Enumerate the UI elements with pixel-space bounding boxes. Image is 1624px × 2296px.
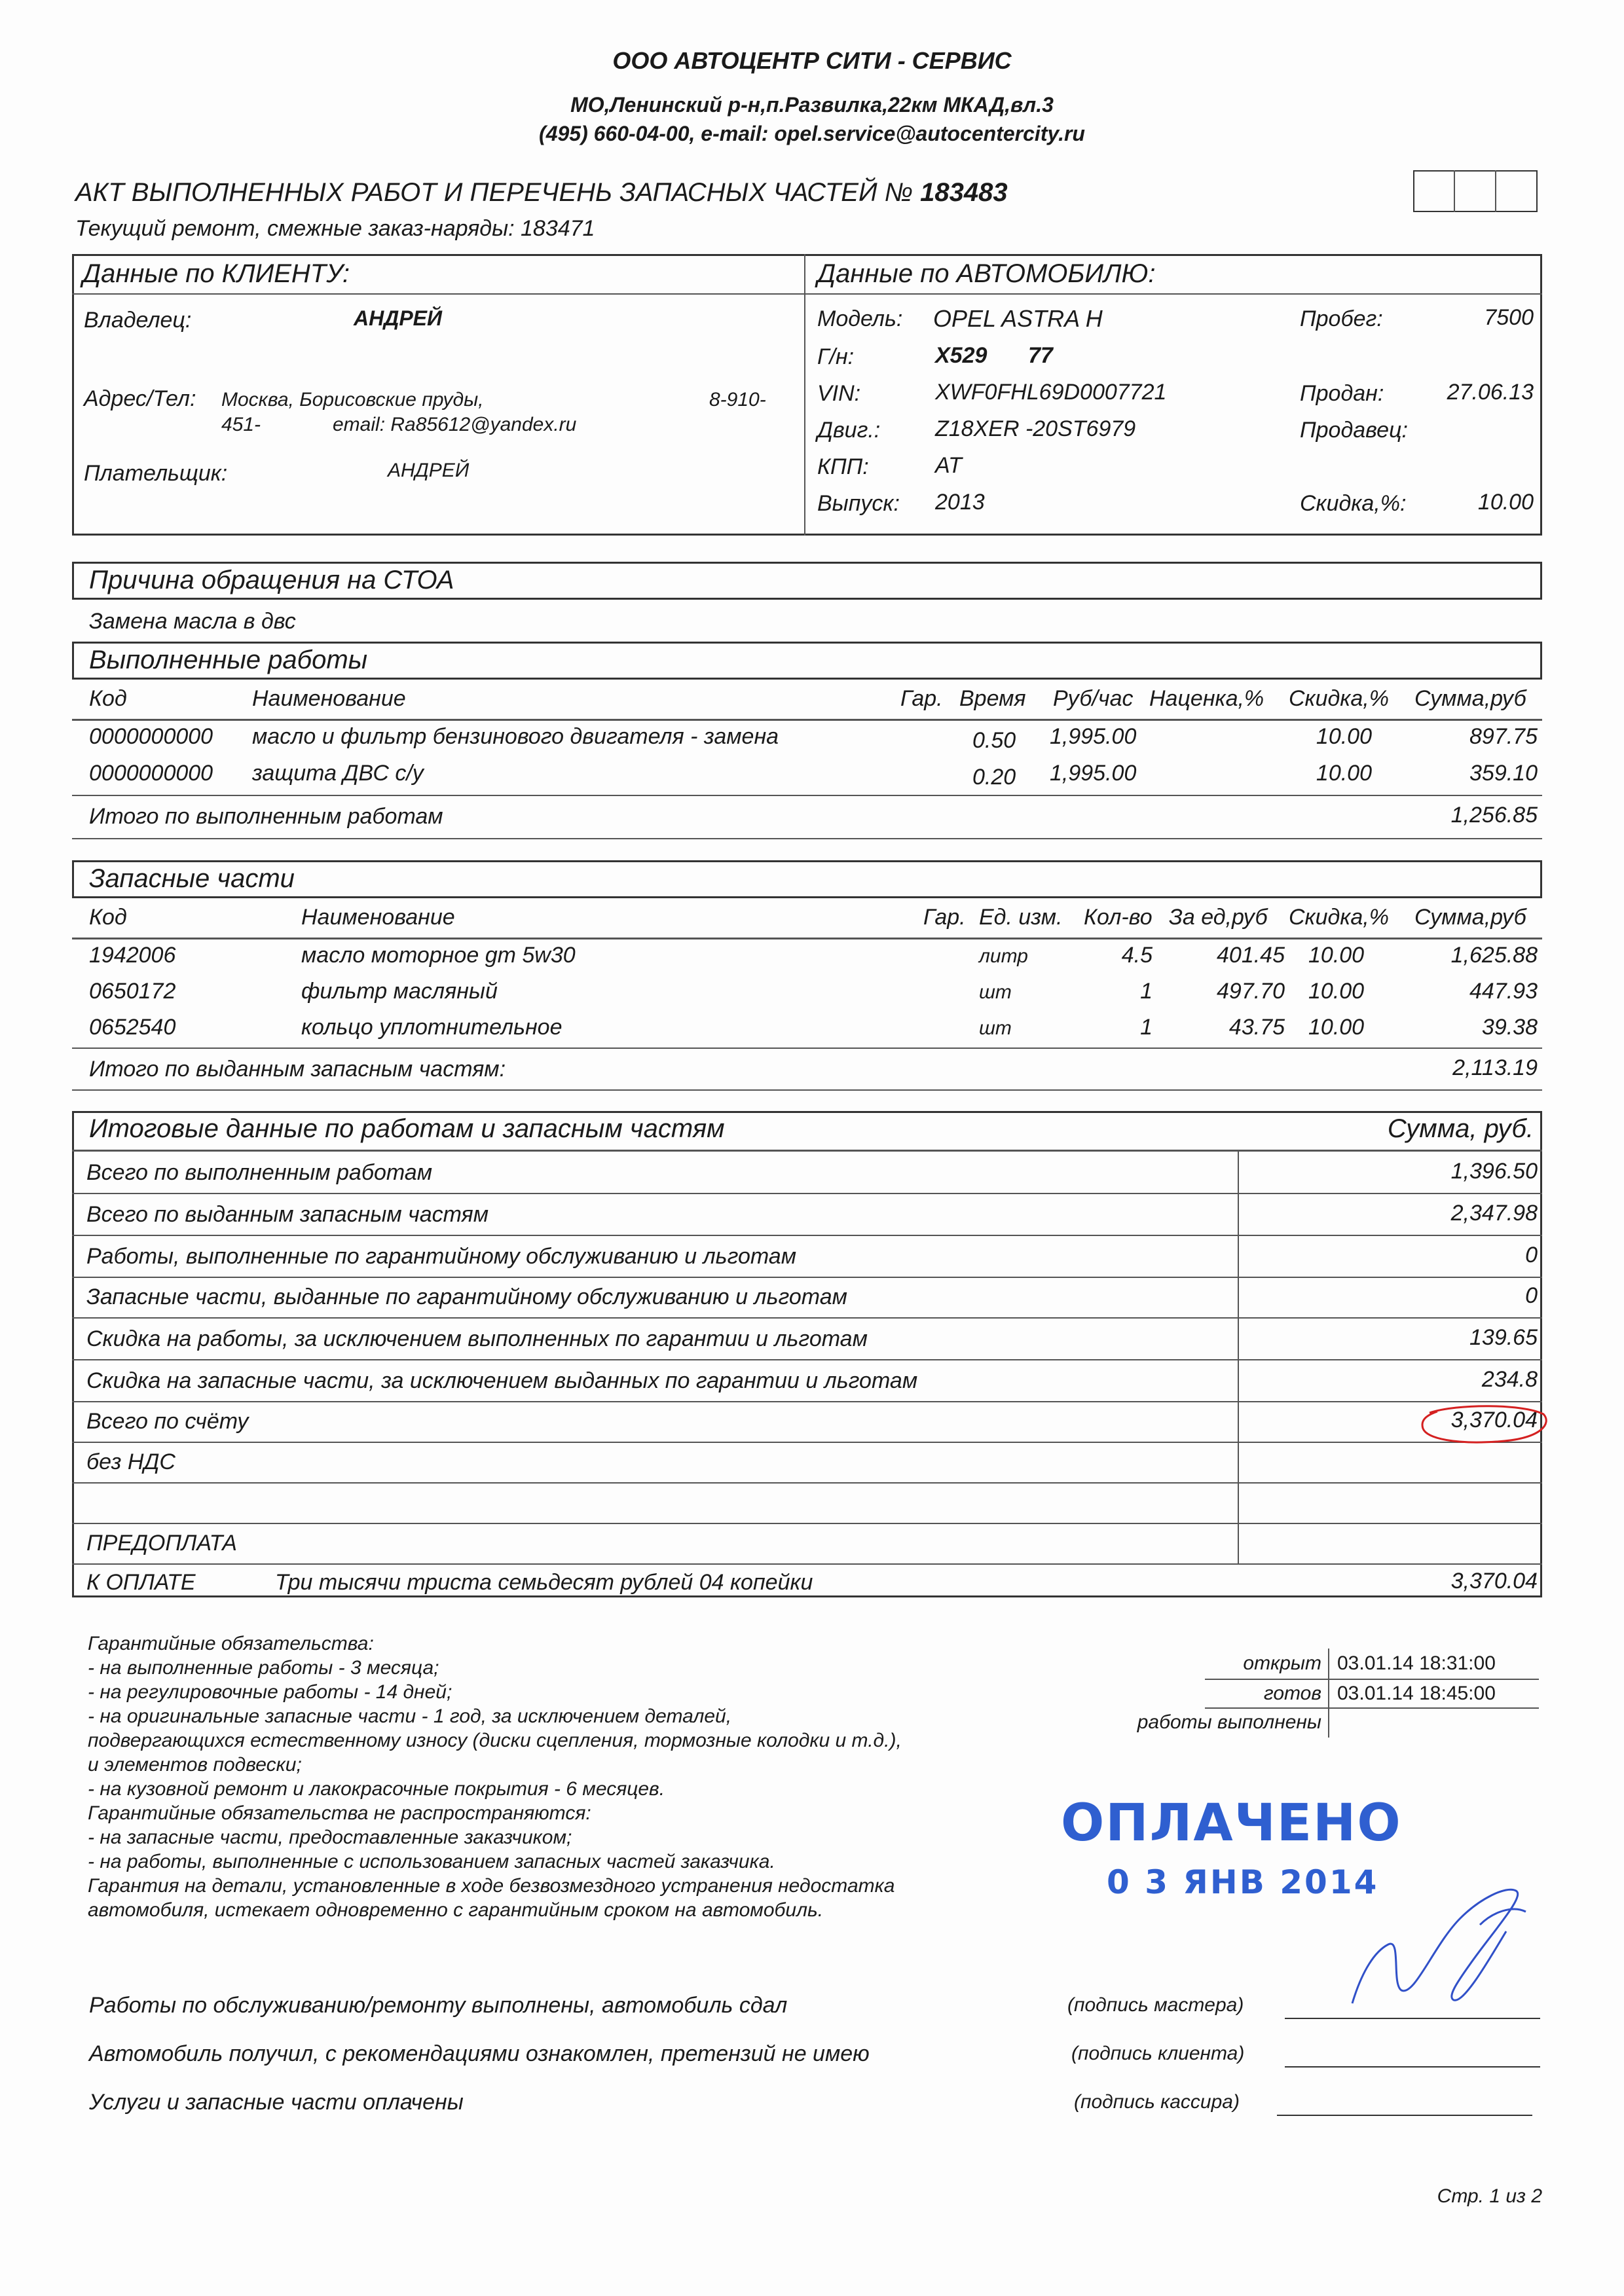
parts-col-unit: Ед. изм. <box>979 905 1063 930</box>
works-row-code: 0000000000 <box>89 761 213 786</box>
parts-row-code: 0650172 <box>89 979 176 1004</box>
summary-row-line <box>72 1277 1542 1278</box>
discount-value: 10.00 <box>1477 490 1534 515</box>
done-label: работы выполнены <box>1137 1711 1321 1733</box>
summary-row-value: 0 <box>1525 1283 1538 1308</box>
parts-row-price: 401.45 <box>1217 943 1285 968</box>
pay-words: Три тысячи триста семьдесят рублей 04 копейки <box>275 1570 813 1595</box>
seller-label: Продавец: <box>1300 418 1408 443</box>
parts-total-label: Итого по выданным запасным частям: <box>89 1057 506 1082</box>
works-col-time: Время <box>959 686 1026 711</box>
works-title: Выполненные работы <box>89 646 368 674</box>
summary-row-line <box>72 1193 1542 1194</box>
address-line-2: 451- <box>221 414 261 435</box>
signature-text: Услуги и запасные части оплачены <box>89 2090 464 2115</box>
parts-row-qty: 1 <box>1140 1015 1153 1040</box>
summary-row-label: Работы, выполненные по гарантийному обслуживанию и льготам <box>86 1244 797 1269</box>
client-email: email: Ra85612@yandex.ru <box>333 414 577 435</box>
corner-cell-divider <box>1495 170 1496 212</box>
year-value: 2013 <box>935 490 985 515</box>
parts-title: Запасные части <box>89 864 295 893</box>
signature-text: Автомобиль получил, с рекомендациями ознакомлен, претензий не имею <box>89 2041 870 2066</box>
signature-line <box>1277 2115 1532 2116</box>
parts-row-unit: шт <box>979 981 1012 1003</box>
works-bottom-line <box>72 838 1542 839</box>
works-row-rate: 1,995.00 <box>1050 761 1137 786</box>
summary-row-value: 1,396.50 <box>1450 1159 1538 1184</box>
document-subtitle: Текущий ремонт, смежные заказ-наряды: 183471 <box>75 216 595 241</box>
parts-total-value: 2,113.19 <box>1452 1055 1538 1080</box>
parts-row-discount: 10.00 <box>1308 1015 1365 1040</box>
works-row-time: 0.50 <box>972 728 1016 753</box>
works-total-label: Итого по выполненным работам <box>89 804 443 829</box>
parts-row-name: фильтр масляный <box>301 979 498 1004</box>
summary-title: Итоговые данные по работам и запасным частям <box>89 1114 725 1143</box>
summary-column-divider <box>1238 1150 1239 1563</box>
parts-header-underline <box>72 938 1542 939</box>
works-row-sum: 897.75 <box>1469 724 1538 749</box>
summary-row-label: Скидка на работы, за исключением выполненных по гарантии и льготам <box>86 1326 868 1351</box>
owner-value: АНДРЕЙ <box>354 306 443 330</box>
summary-row-line <box>72 1523 1542 1524</box>
summary-row-value: 234.8 <box>1481 1367 1538 1392</box>
discount-label: Скидка,%: <box>1300 491 1407 516</box>
company-name: ООО АВТОЦЕНТР СИТИ - СЕРВИС <box>612 47 1012 74</box>
summary-row-label: Всего по выполненным работам <box>86 1160 433 1185</box>
signature-line <box>1285 2018 1540 2019</box>
warranty-line: - на оригинальные запасные части - 1 год, за исключением деталей, <box>88 1705 732 1727</box>
parts-row-name: масло моторное gm 5w30 <box>301 943 576 968</box>
status-divider <box>1328 1649 1329 1738</box>
warranty-block <box>88 1631 902 1922</box>
parts-col-qty: Кол-во <box>1084 905 1153 930</box>
summary-row-line <box>72 1563 1542 1565</box>
sold-label: Продан: <box>1300 381 1384 406</box>
works-col-rate: Руб/час <box>1053 686 1134 711</box>
parts-col-discount: Скидка,% <box>1289 905 1389 930</box>
summary-row-value: 3,370.04 <box>1450 1408 1538 1432</box>
vin-value: XWF0FHL69D0007721 <box>935 380 1167 405</box>
summary-row-line <box>72 1235 1542 1236</box>
gearbox-value: AT <box>935 453 962 478</box>
payer-value: АНДРЕЙ <box>388 460 470 481</box>
warranty-line: - на выполненные работы - 3 месяца; <box>88 1657 439 1679</box>
warranty-line: Гарантийные обязательства не распространяются: <box>88 1802 591 1824</box>
parts-total-line <box>72 1048 1542 1049</box>
parts-row-sum: 1,625.88 <box>1450 943 1538 968</box>
parts-bottom-line <box>72 1089 1542 1091</box>
works-col-name: Наименование <box>252 686 406 711</box>
corner-cell-divider <box>1454 170 1455 212</box>
summary-row-label: Всего по счёту <box>86 1409 249 1434</box>
summary-row-line <box>72 1359 1542 1360</box>
parts-row-name: кольцо уплотнительное <box>301 1015 563 1040</box>
works-total-value: 1,256.85 <box>1450 803 1538 828</box>
parts-col-name: Наименование <box>301 905 455 930</box>
client-car-divider <box>804 254 805 536</box>
works-header-underline <box>72 719 1542 721</box>
works-col-markup: Наценка,% <box>1149 686 1264 711</box>
summary-row-label: Запасные части, выданные по гарантийному обслуживанию и льготам <box>86 1285 847 1309</box>
parts-col-sum: Сумма,руб <box>1414 905 1526 930</box>
summary-row-label: без НДС <box>86 1449 175 1474</box>
signature-label: (подпись кассира) <box>1074 2091 1240 2113</box>
status-line <box>1205 1679 1539 1680</box>
document-title <box>75 178 1008 208</box>
mileage-label: Пробег: <box>1300 306 1383 331</box>
parts-col-price: За ед,руб <box>1169 905 1268 930</box>
summary-row-line <box>72 1317 1542 1319</box>
year-label: Выпуск: <box>817 491 900 516</box>
ready-label: готов <box>1263 1683 1321 1704</box>
gearbox-label: КПП: <box>817 454 869 479</box>
summary-row-value: 0 <box>1525 1243 1538 1267</box>
parts-row-unit: шт <box>979 1017 1012 1039</box>
signature-line <box>1285 2066 1540 2068</box>
parts-row-sum: 39.38 <box>1481 1015 1538 1040</box>
summary-row-label: ПРЕДОПЛАТА <box>86 1531 237 1556</box>
corner-cells <box>1413 170 1538 212</box>
works-col-discount: Скидка,% <box>1289 686 1389 711</box>
summary-row-label: Скидка на запасные части, за исключением выданных по гарантии и льготам <box>86 1368 918 1393</box>
vin-label: VIN: <box>817 381 861 406</box>
reason-text: Замена масла в двс <box>89 609 296 634</box>
warranty-line: автомобиля, истекает одновременно с гарантийным сроком на автомобиль. <box>88 1899 824 1921</box>
parts-row-price: 43.75 <box>1228 1015 1285 1040</box>
company-contacts: (495) 660-04-00, e-mail: opel.service@autocentercity.ru <box>539 122 1085 145</box>
works-col-warranty: Гар. <box>900 686 943 711</box>
mileage-value: 7500 <box>1484 305 1534 330</box>
client-section-title: Данные по КЛИЕНТУ: <box>83 259 350 288</box>
model-label: Модель: <box>817 306 903 331</box>
payer-label: Плательщик: <box>84 461 228 486</box>
summary-row-line <box>72 1401 1542 1402</box>
warranty-line: подвергающихся естественному износу (диски сцепления, тормозные колодки и т.д.), <box>88 1730 902 1751</box>
warranty-line: Гарантийные обязательства: <box>88 1633 374 1654</box>
summary-row-value: 139.65 <box>1469 1325 1538 1350</box>
engine-label: Двиг.: <box>817 418 881 443</box>
sold-value: 27.06.13 <box>1447 380 1534 405</box>
status-line <box>1205 1707 1539 1709</box>
summary-row-label: Всего по выданным запасным частям <box>86 1202 489 1227</box>
parts-col-warranty: Гар. <box>923 905 966 930</box>
summary-row-value: 2,347.98 <box>1450 1201 1538 1226</box>
warranty-line: - на кузовной ремонт и лакокрасочные покрытия - 6 месяцев. <box>88 1778 665 1800</box>
works-row-rate: 1,995.00 <box>1050 724 1137 749</box>
document-number: 183483 <box>920 178 1008 207</box>
parts-row-discount: 10.00 <box>1308 979 1365 1004</box>
phone-part: 8-910- <box>709 389 766 410</box>
parts-row-price: 497.70 <box>1217 979 1285 1004</box>
works-row-code: 0000000000 <box>89 724 213 749</box>
total-circle-mark <box>1418 1401 1552 1448</box>
opened-value: 03.01.14 18:31:00 <box>1337 1652 1496 1674</box>
works-row-name: масло и фильтр бензинового двигателя - замена <box>252 724 779 749</box>
title-prefix: АКТ ВЫПОЛНЕННЫХ РАБОТ И ПЕРЕЧЕНЬ ЗАПАСНЫХ ЧАСТЕЙ № <box>75 178 913 207</box>
works-row-name: защита ДВС с/у <box>252 761 424 786</box>
warranty-line: - на запасные части, предоставленные заказчиком; <box>88 1827 572 1848</box>
parts-row-qty: 4.5 <box>1121 943 1153 968</box>
paid-stamp: ОПЛАЧЕНО <box>1061 1794 1402 1853</box>
summary-header-line <box>72 1150 1542 1152</box>
paid-stamp-date: 0 3 ЯНВ 2014 <box>1107 1863 1379 1901</box>
parts-row-unit: литр <box>979 945 1028 967</box>
ready-value: 03.01.14 18:45:00 <box>1337 1683 1496 1704</box>
engine-value: Z18XER -20ST6979 <box>935 416 1136 441</box>
parts-col-code: Код <box>89 905 127 930</box>
signature-label: (подпись клиента) <box>1071 2043 1245 2064</box>
plate-label: Г/н: <box>817 344 855 369</box>
summary-row-line <box>72 1482 1542 1484</box>
works-row-discount: 10.00 <box>1316 761 1372 786</box>
summary-sum-header: Сумма, руб. <box>1387 1114 1534 1143</box>
opened-label: открыт <box>1243 1652 1321 1674</box>
parts-row-discount: 10.00 <box>1308 943 1365 968</box>
summary-row-line <box>72 1442 1542 1443</box>
works-row-sum: 359.10 <box>1469 761 1538 786</box>
parts-row-qty: 1 <box>1140 979 1153 1004</box>
parts-row-code: 0652540 <box>89 1015 176 1040</box>
works-col-sum: Сумма,руб <box>1414 686 1526 711</box>
plate-value: X529 <box>935 343 987 368</box>
parts-row-code: 1942006 <box>89 943 176 968</box>
works-total-line <box>72 795 1542 796</box>
reason-title: Причина обращения на СТОА <box>89 566 454 594</box>
page-number: Стр. 1 из 2 <box>1437 2185 1542 2207</box>
company-address: МО,Ленинский р-н,п.Развилка,22км МКАД,вл.3 <box>570 93 1054 117</box>
pay-value: 3,370.04 <box>1450 1569 1538 1594</box>
works-col-code: Код <box>89 686 127 711</box>
works-row-discount: 10.00 <box>1316 724 1372 749</box>
master-signature-mark <box>1329 1872 1539 2023</box>
pay-label: К ОПЛАТЕ <box>86 1570 196 1595</box>
warranty-line: и элементов подвески; <box>88 1754 302 1776</box>
warranty-line: - на регулировочные работы - 14 дней; <box>88 1681 452 1703</box>
plate-region: 77 <box>1028 343 1053 368</box>
warranty-line: - на работы, выполненные с использованием запасных частей заказчика. <box>88 1851 775 1872</box>
client-car-header-line <box>72 293 1542 295</box>
works-row-time: 0.20 <box>972 765 1016 790</box>
signature-label: (подпись мастера) <box>1067 1994 1244 2016</box>
signature-text: Работы по обслуживанию/ремонту выполнены, автомобиль сдал <box>89 1993 788 2018</box>
address-label: Адрес/Тел: <box>84 386 196 411</box>
model-value: OPEL ASTRA H <box>933 305 1103 332</box>
warranty-line: Гарантия на детали, установленные в ходе безвозмездного устранения недостатка <box>88 1875 895 1897</box>
owner-label: Владелец: <box>84 308 192 333</box>
car-section-title: Данные по АВТОМОБИЛЮ: <box>817 259 1156 288</box>
parts-row-sum: 447.93 <box>1469 979 1538 1004</box>
address-line-1: Москва, Борисовские пруды, <box>221 389 484 410</box>
